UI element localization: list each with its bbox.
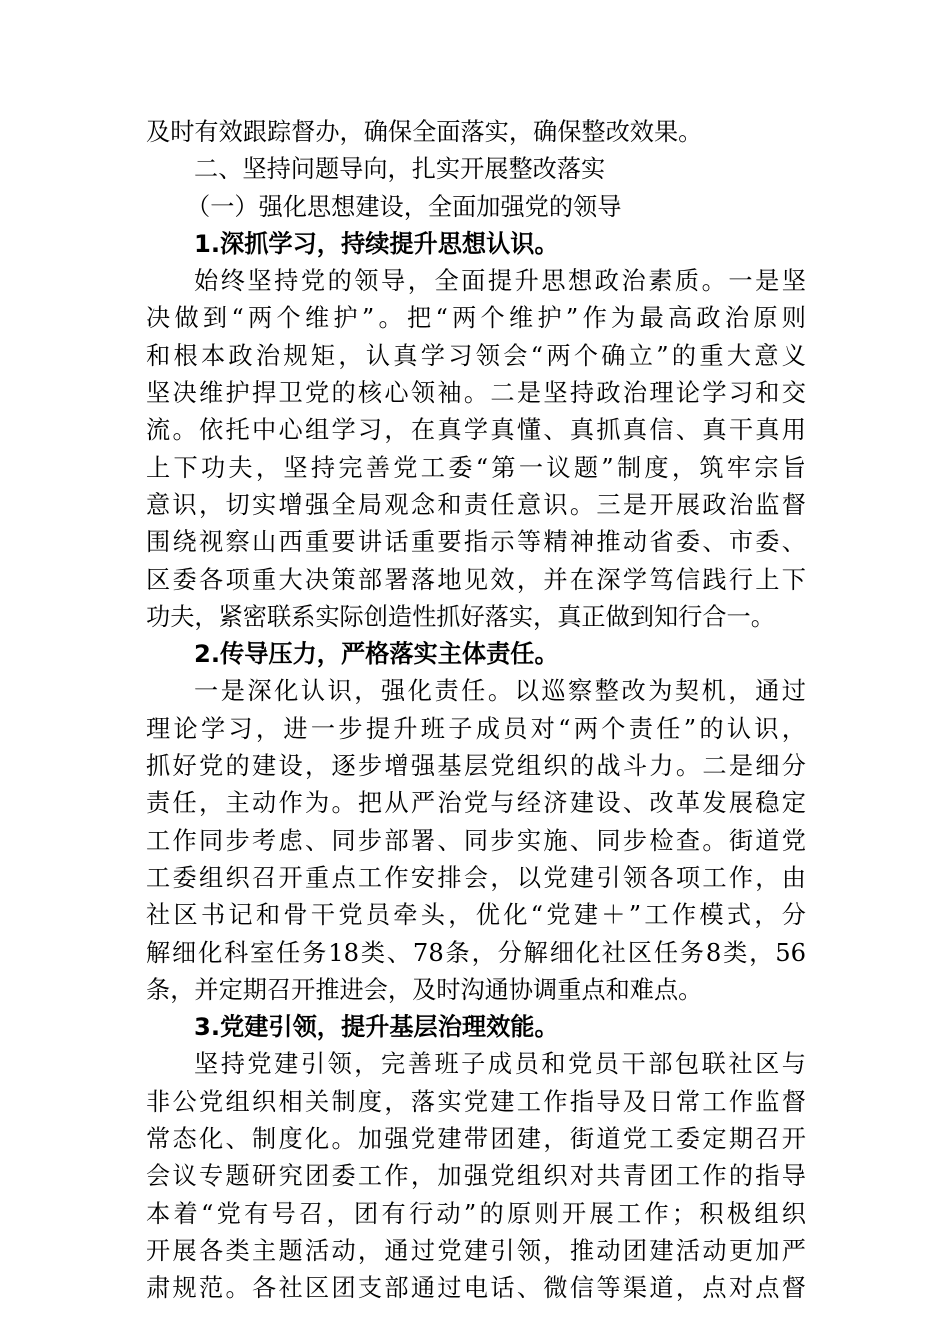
paragraph-line: 坚决维护捍卫党的核心领袖。二是坚持政治理论学习和交 <box>146 379 806 408</box>
paragraph-line: 非公党组织相关制度，落实党建工作指导及日常工作监督 <box>146 1087 806 1116</box>
paragraph-line: 理论学习，进一步提升班子成员对“两个责任”的认识， <box>146 714 806 743</box>
paragraph-line: 开展各类主题活动，通过党建引领，推动团建活动更加严 <box>146 1236 806 1265</box>
paragraph-line: 责任，主动作为。把从严治党与经济建设、改革发展稳定 <box>146 789 806 818</box>
paragraph-line: 解细化科室任务18类、78条，分解细化社区任务8类，56 <box>146 938 806 967</box>
paragraph-line: 坚持党建引领，完善班子成员和党员干部包联社区与 <box>194 1050 806 1079</box>
paragraph-line: 肃规范。各社区团支部通过电话、微信等渠道，点对点督 <box>146 1274 806 1303</box>
paragraph-line: 常态化、制度化。加强党建带团建，街道党工委定期召开 <box>146 1125 806 1154</box>
paragraph-line: 区委各项重大决策部署落地见效，并在深学笃信践行上下 <box>146 565 806 594</box>
paragraph-line: 功夫，紧密联系实际创造性抓好落实，真正做到知行合一。 <box>146 602 775 631</box>
paragraph-line: 工委组织召开重点工作安排会，以党建引领各项工作，由 <box>146 863 806 892</box>
paragraph-line: 及时有效跟踪督办，确保全面落实，确保整改效果。 <box>146 118 703 146</box>
paragraph-line: 社区书记和骨干党员牵头，优化“党建＋”工作模式，分 <box>146 901 806 930</box>
item-heading: 2.传导压力，严格落实主体责任。 <box>194 640 559 669</box>
paragraph-line: 决做到“两个维护”。把“两个维护”作为最高政治原则 <box>146 304 806 333</box>
paragraph-line: 意识，切实增强全局观念和责任意识。三是开展政治监督 <box>146 490 806 519</box>
item-heading: 1.深抓学习，持续提升思想认识。 <box>194 229 559 258</box>
subsection-heading: （一）强化思想建设，全面加强党的领导 <box>186 192 622 221</box>
paragraph-line: 会议专题研究团委工作，加强党组织对共青团工作的指导 <box>146 1162 806 1191</box>
paragraph-line: 抓好党的建设，逐步增强基层党组织的战斗力。二是细分 <box>146 752 806 781</box>
paragraph-line: 条，并定期召开推进会，及时沟通协调重点和难点。 <box>146 975 703 1004</box>
paragraph-line: 上下功夫，坚持完善党工委“第一议题”制度，筑牢宗旨 <box>146 453 806 482</box>
paragraph-line: 工作同步考虑、同步部署、同步实施、同步检查。街道党 <box>146 826 806 855</box>
paragraph-line: 围绕视察山西重要讲话重要指示等精神推动省委、市委、 <box>146 528 806 557</box>
document-page <box>146 114 806 1308</box>
paragraph-line: 流。依托中心组学习，在真学真懂、真抓真信、真干真用 <box>146 416 806 445</box>
paragraph-line: 始终坚持党的领导，全面提升思想政治素质。一是坚 <box>194 267 806 296</box>
item-heading: 3.党建引领，提升基层治理效能。 <box>194 1013 559 1042</box>
paragraph-line: 一是深化认识，强化责任。以巡察整改为契机，通过 <box>194 677 806 706</box>
paragraph-line: 和根本政治规矩，认真学习领会“两个确立”的重大意义 <box>146 341 806 370</box>
paragraph-line: 本着“党有号召，团有行动”的原则开展工作；积极组织 <box>146 1199 806 1228</box>
section-heading: 二、坚持问题导向，扎实开展整改落实 <box>194 155 606 184</box>
